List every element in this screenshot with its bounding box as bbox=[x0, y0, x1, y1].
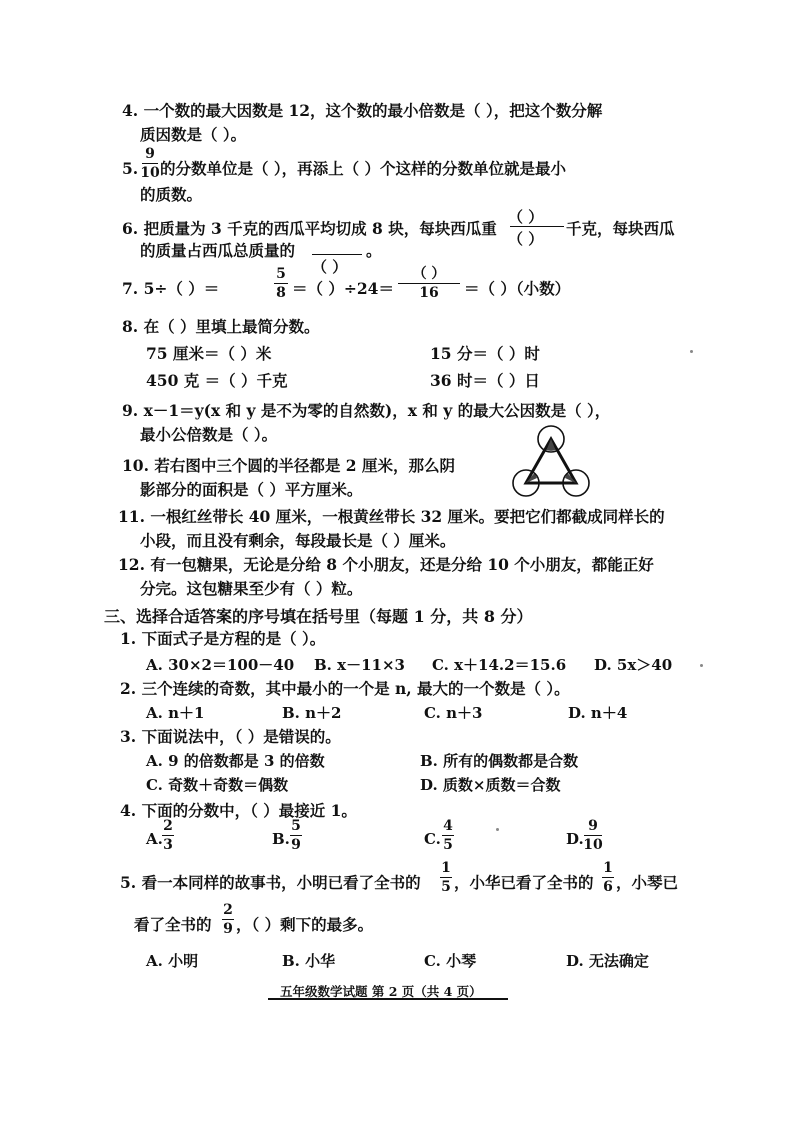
fraction-numerator: 9 bbox=[145, 146, 155, 162]
q8-row1-a: 75 厘米＝（ ）米 bbox=[146, 344, 272, 363]
q6-blank-fraction-1[interactable] bbox=[508, 206, 564, 246]
q6-line1-a: 6. 把质量为 3 千克的西瓜平均切成 8 块，每块西瓜重 bbox=[122, 219, 497, 238]
blank-denominator: （ ） bbox=[312, 258, 348, 276]
scan-speck bbox=[700, 664, 703, 667]
q7-part-c: ＝（ ）（小数） bbox=[464, 279, 571, 298]
fraction-numerator: （ ） bbox=[412, 266, 446, 282]
q4-line1: 4. 一个数的最大因数是 12，这个数的最小倍数是（ ），把这个数分解 bbox=[122, 101, 603, 120]
choice5-fraction-3 bbox=[222, 902, 234, 937]
choice4-option-a: A. bbox=[146, 830, 163, 848]
choice1-option-a: A. 30×2＝100－40 bbox=[146, 656, 295, 674]
choice4-option-c: C. bbox=[424, 830, 441, 848]
fraction-numerator: 2 bbox=[163, 818, 173, 834]
blank-numerator: （ ） bbox=[508, 208, 544, 226]
q5-line2: 的质数。 bbox=[140, 185, 203, 204]
scan-speck bbox=[690, 350, 693, 353]
q8-row2-b: 36 时＝（ ）日 bbox=[430, 371, 540, 390]
q7-part-b: ＝（ ）÷24＝ bbox=[292, 279, 394, 298]
choice4-fraction-a bbox=[162, 818, 174, 853]
q5-fraction bbox=[142, 146, 158, 181]
q5-number: 5. bbox=[122, 159, 139, 178]
q7-fraction-blank-16[interactable] bbox=[398, 266, 460, 301]
choice2-option-a: A. n＋1 bbox=[146, 704, 205, 722]
choice1-question: 1. 下面式子是方程的是（ ）。 bbox=[120, 629, 326, 648]
choice4-fraction-b bbox=[290, 818, 302, 853]
fraction-numerator: 9 bbox=[588, 818, 598, 834]
three-circles-figure bbox=[506, 420, 596, 504]
fraction-denominator: 6 bbox=[603, 879, 613, 895]
fraction-denominator: 9 bbox=[223, 921, 233, 937]
q9-line2: 最小公倍数是（ ）。 bbox=[140, 425, 278, 444]
fraction-numerator: 5 bbox=[276, 266, 286, 282]
fraction-denominator: 10 bbox=[583, 837, 603, 853]
fraction-numerator: 2 bbox=[223, 902, 233, 918]
fraction-denominator: 9 bbox=[291, 837, 301, 853]
q7-fraction-5-8 bbox=[274, 266, 288, 301]
section-3-title: 三、选择合适答案的序号填在括号里（每题 1 分，共 8 分） bbox=[104, 607, 533, 626]
fraction-denominator: 16 bbox=[419, 285, 439, 301]
q6-line2-a: 的质量占西瓜总质量的 bbox=[140, 241, 296, 260]
choice1-option-d: D. 5x＞40 bbox=[594, 656, 673, 674]
choice5-line2-b: ，（ ）剩下的最多。 bbox=[236, 915, 374, 934]
choice2-option-d: D. n＋4 bbox=[568, 704, 628, 722]
fraction-numerator: 4 bbox=[443, 818, 453, 834]
q9-line1: 9. x－1＝y(x 和 y 是不为零的自然数)，x 和 y 的最大公因数是（ ）， bbox=[122, 401, 611, 420]
fraction-denominator: 8 bbox=[276, 285, 286, 301]
choice4-question: 4. 下面的分数中，（ ）最接近 1。 bbox=[120, 801, 357, 820]
fraction-numerator: 1 bbox=[441, 860, 451, 876]
choice5-option-c: C. 小琴 bbox=[424, 952, 477, 970]
choice5-line1-a: 5. 看一本同样的故事书，小明已看了全书的 bbox=[120, 873, 421, 892]
blank-denominator: （ ） bbox=[508, 230, 544, 248]
fraction-denominator: 5 bbox=[441, 879, 451, 895]
choice3-question: 3. 下面说法中，（ ）是错误的。 bbox=[120, 727, 341, 746]
q11-line1: 11. 一根红丝带长 40 厘米，一根黄丝带长 32 厘米。要把它们都截成同样长的 bbox=[118, 507, 665, 526]
choice3-option-b: B. 所有的偶数都是合数 bbox=[420, 752, 579, 770]
fraction-numerator: 1 bbox=[603, 860, 613, 876]
fraction-denominator: 3 bbox=[163, 837, 173, 853]
choice5-fraction-2 bbox=[602, 860, 614, 895]
choice5-option-d: D. 无法确定 bbox=[566, 952, 649, 970]
choice3-option-c: C. 奇数＋奇数＝偶数 bbox=[146, 776, 289, 794]
q6-line1-b: 千克，每块西瓜 bbox=[566, 219, 675, 238]
q10-line1: 10. 若右图中三个圆的半径都是 2 厘米，那么阴 bbox=[122, 456, 455, 475]
choice5-option-b: B. 小华 bbox=[282, 952, 336, 970]
q5-line1: 的分数单位是（ ），再添上（ ）个这样的分数单位就是最小 bbox=[160, 159, 567, 178]
fraction-numerator: 5 bbox=[291, 818, 301, 834]
choice2-option-c: C. n＋3 bbox=[424, 704, 483, 722]
q6-blank-fraction-2[interactable] bbox=[310, 234, 364, 278]
choice4-fraction-d bbox=[584, 818, 602, 853]
choice4-option-b: B. bbox=[272, 830, 290, 848]
q8-row1-b: 15 分＝（ ）时 bbox=[430, 344, 540, 363]
q4-line2: 质因数是（ ）。 bbox=[140, 125, 247, 144]
footer-underline bbox=[268, 998, 508, 1000]
choice5-line1-b: ，小华已看了全书的 bbox=[454, 873, 594, 892]
choice1-option-c: C. x＋14.2＝15.6 bbox=[432, 656, 567, 674]
q7-part-a: 7. 5÷（ ）＝ bbox=[122, 279, 220, 298]
page-footer: 五年级数学试题 第 2 页（共 4 页） bbox=[280, 984, 482, 999]
choice5-line2-a: 看了全书的 bbox=[134, 915, 212, 934]
choice4-option-d: D. bbox=[566, 830, 584, 848]
fraction-denominator: 10 bbox=[140, 165, 160, 181]
q6-line2-b: 。 bbox=[366, 241, 382, 260]
q10-line2: 影部分的面积是（ ）平方厘米。 bbox=[140, 480, 363, 499]
scan-speck bbox=[496, 828, 499, 831]
choice3-option-a: A. 9 的倍数都是 3 的倍数 bbox=[146, 752, 325, 770]
choice4-fraction-c bbox=[442, 818, 454, 853]
choice5-fraction-1 bbox=[440, 860, 452, 895]
q12-line1: 12. 有一包糖果，无论是分给 8 个小朋友，还是分给 10 个小朋友，都能正好 bbox=[118, 555, 654, 574]
q12-line2: 分完。这包糖果至少有（ ）粒。 bbox=[140, 579, 363, 598]
choice3-option-d: D. 质数×质数＝合数 bbox=[420, 776, 561, 794]
q8-row2-a: 450 克 ＝（ ）千克 bbox=[146, 371, 288, 390]
choice5-line1-c: ，小琴已 bbox=[616, 873, 679, 892]
choice5-option-a: A. 小明 bbox=[146, 952, 199, 970]
choice2-question: 2. 三个连续的奇数，其中最小的一个是 n, 最大的一个数是（ ）。 bbox=[120, 679, 570, 698]
choice1-option-b: B. x－11×3 bbox=[314, 656, 405, 674]
q11-line2: 小段，而且没有剩余，每段最长是（ ）厘米。 bbox=[140, 531, 456, 550]
q8-title: 8. 在（ ）里填上最简分数。 bbox=[122, 317, 320, 336]
choice2-option-b: B. n＋2 bbox=[282, 704, 342, 722]
fraction-denominator: 5 bbox=[443, 837, 453, 853]
